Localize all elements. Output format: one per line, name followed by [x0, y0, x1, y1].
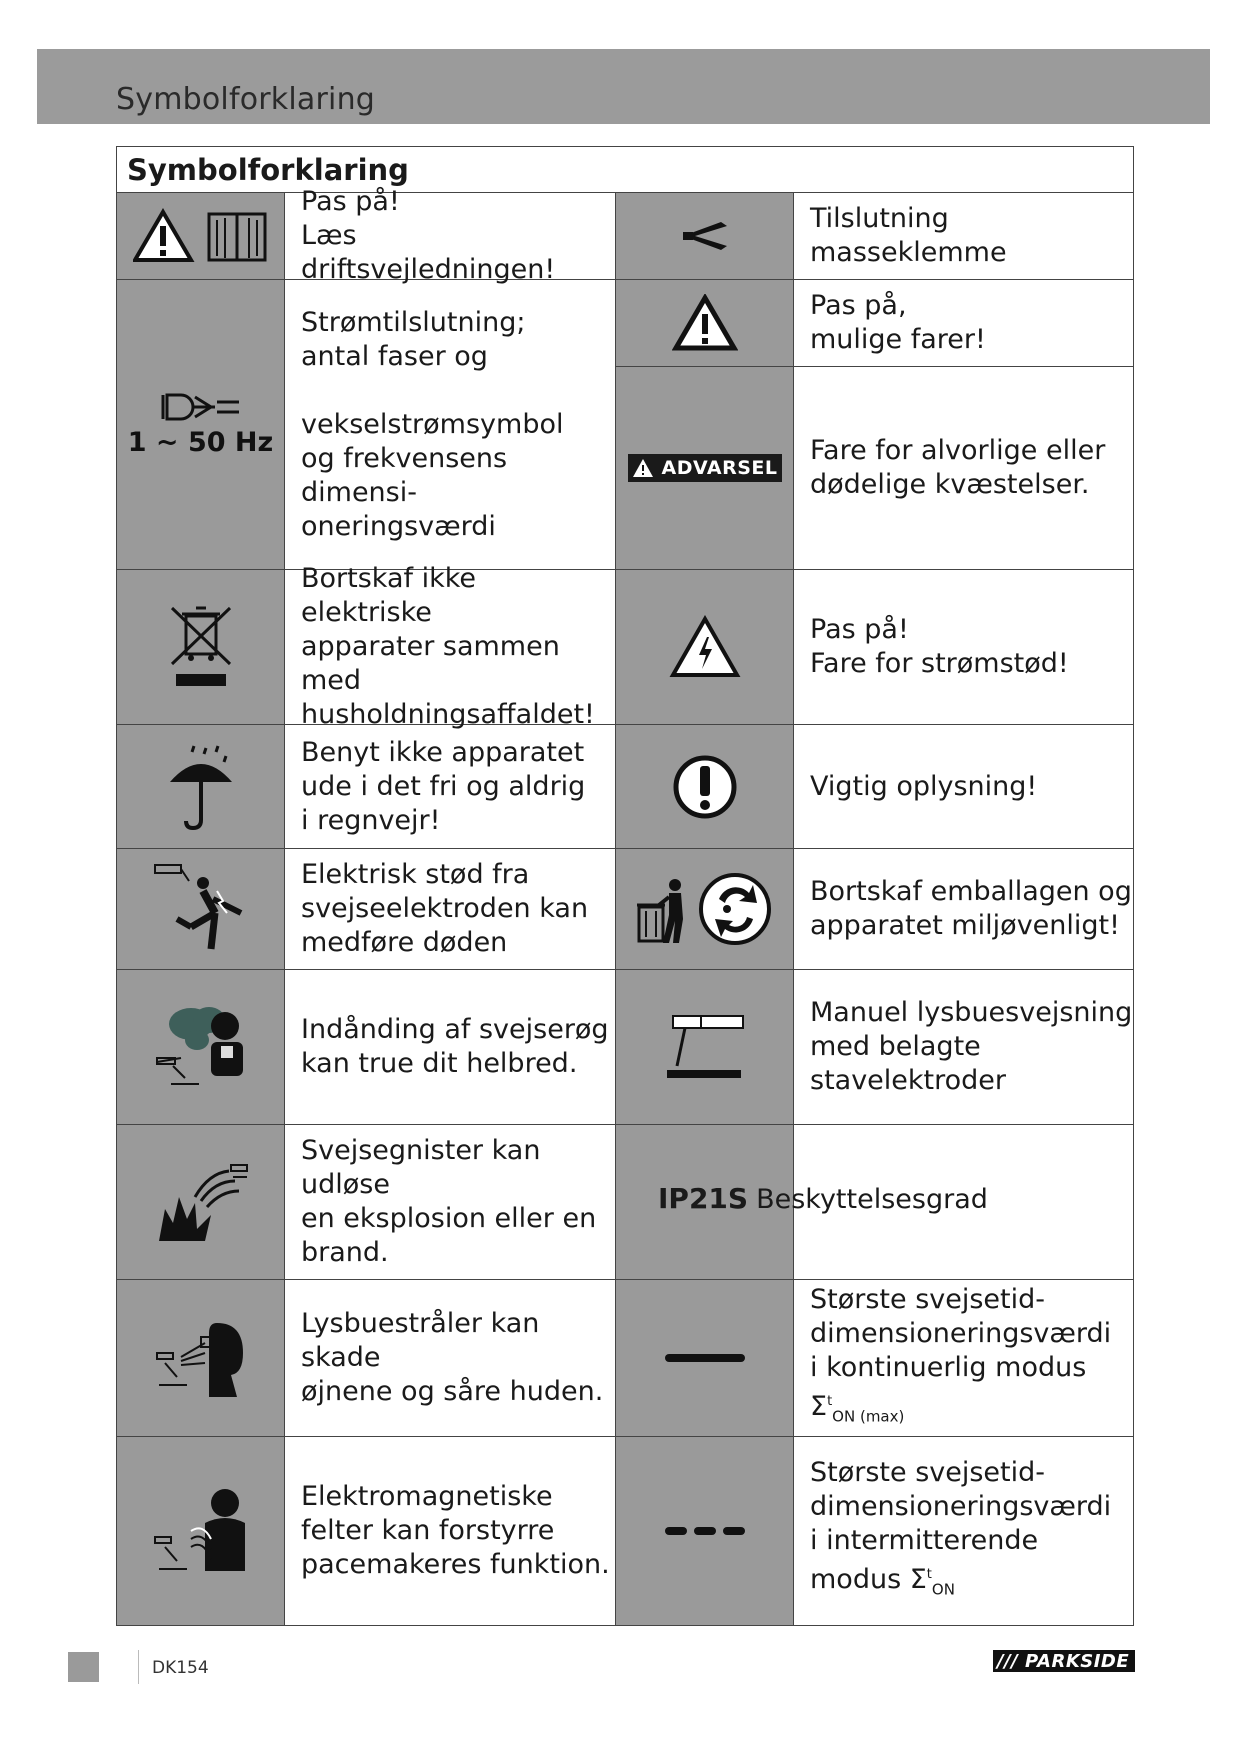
solid-line-icon	[616, 1280, 794, 1437]
important-info-icon	[616, 725, 794, 849]
list-item: Manuel lysbuesvejsning med belagte stavelektroder	[794, 970, 1133, 1125]
recycle-disposal-icon	[616, 849, 794, 970]
ground-clamp-icon	[616, 193, 794, 280]
umbrella-rain-icon	[117, 725, 285, 849]
electric-shock-person-icon	[117, 849, 285, 970]
ip-rating	[658, 1182, 988, 1215]
list-item: Pas på! Fare for strømstød!	[794, 570, 1133, 725]
sparks-explosion-icon	[117, 1125, 285, 1280]
list-item: Tilslutning masseklemme	[794, 193, 1133, 280]
page-code: DK154	[152, 1658, 209, 1678]
symbol-table	[116, 146, 1134, 1626]
ip-description: Beskyttelsesgrad	[756, 1184, 988, 1215]
list-item: Største svejsetid- dimensioneringsværdi i intermitterende modus $\Sigma^t_{ON}$	[810, 1456, 1112, 1599]
warning-triangle-icon	[616, 280, 794, 367]
welding-fumes-icon	[117, 970, 285, 1125]
mma-welding-icon	[616, 970, 794, 1125]
arc-rays-face-icon	[117, 1280, 285, 1437]
em-field-pacemaker-icon	[117, 1437, 285, 1625]
list-item: Fare for alvorlige eller dødelige kvæstelser.	[794, 367, 1133, 570]
list-item: Pas på, mulige farer!	[794, 280, 1133, 367]
high-voltage-icon	[616, 570, 794, 725]
list-item: Indånding af svejserøg kan true dit helbred.	[285, 970, 616, 1125]
list-item: Lysbuestråler kan skade øjnene og såre huden.	[285, 1280, 616, 1437]
frequency-label: 1 ~ 50 Hz	[127, 427, 274, 458]
dashed-line-icon	[616, 1437, 794, 1625]
list-item: Benyt ikke apparatet ude i det fri og aldrig i regnvejr!	[285, 725, 616, 849]
page-title: Symbolforklaring	[116, 82, 376, 117]
crossed-bin-icon	[117, 570, 285, 725]
list-item: Elektromagnetiske felter kan forstyrre pacemakeres funktion.	[285, 1437, 616, 1625]
footer-divider	[138, 1650, 139, 1684]
brand-logo: /// PARKSIDE	[993, 1650, 1135, 1672]
list-item: Største svejsetid- dimensioneringsværdi i kontinuerlig modus $\Sigma^t_{ON (max)}$	[794, 1280, 1133, 1437]
list-item: Strømtilslutning; antal faser og vekselstrømsymbol og frekvensens dimensi- oneringsværdi	[285, 280, 616, 570]
advarsel-label	[616, 367, 794, 570]
warning-and-manual-icon	[117, 193, 285, 280]
table-title: Symbolforklaring	[117, 147, 1133, 193]
list-item: Svejsegnister kan udløse en eksplosion eller en brand.	[285, 1125, 616, 1280]
ip-code: IP21S	[658, 1182, 749, 1215]
list-item: Bortskaf emballagen og apparatet miljøvenligt!	[794, 849, 1133, 970]
warning-triangle-icon	[632, 458, 654, 478]
page-marker	[68, 1652, 99, 1682]
duty-cycle-symbol: $\Sigma^t_{ON (max)}$	[810, 1390, 905, 1426]
advarsel-text: ADVARSEL	[661, 457, 778, 479]
ac-plug-icon	[117, 280, 285, 570]
list-item: Bortskaf ikke elektriske apparater sammen med husholdningsaffaldet!	[285, 570, 616, 725]
list-item: Vigtig oplysning!	[794, 725, 1133, 849]
list-item: Elektrisk stød fra svejseelektroden kan medføre døden	[285, 849, 616, 970]
list-item: Pas på! Læs driftsvejledningen!	[285, 193, 616, 280]
